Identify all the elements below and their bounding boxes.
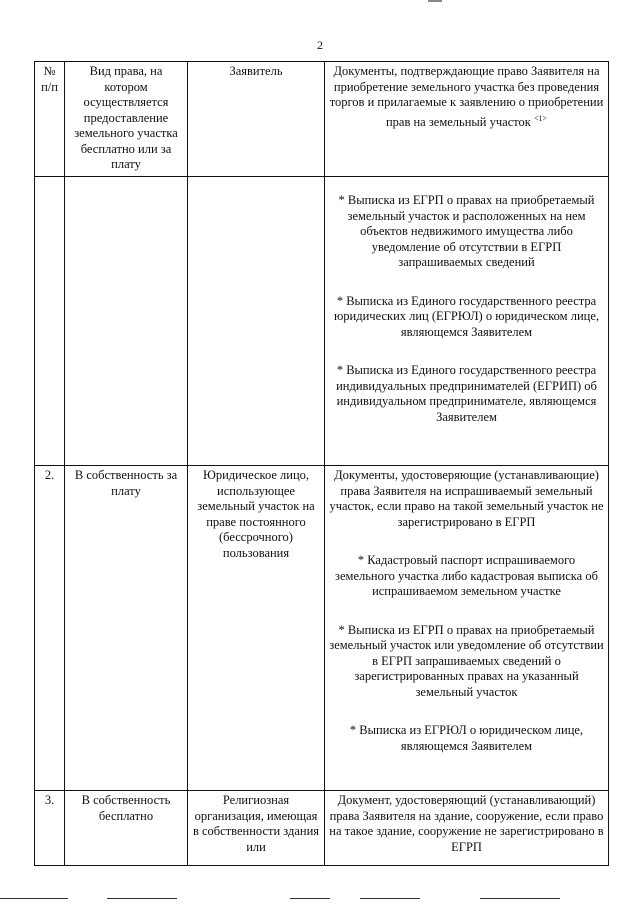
row-documents xyxy=(325,791,609,866)
documents-table xyxy=(34,61,609,866)
table-header-row xyxy=(35,62,609,177)
table-row xyxy=(35,466,609,791)
table-row xyxy=(35,791,609,866)
row-applicant: Религиозная организация, имеющая в собственности здания или xyxy=(188,791,325,866)
scan-edge-line xyxy=(480,898,560,899)
document-item: * Выписка из Единого государственного реестра индивидуальных предпринимателей (ЕГРИП) об индивидуальном предпринимателе, являющемся Заявителем xyxy=(336,363,597,424)
row-right-type: В собственность за плату xyxy=(65,466,188,791)
row-applicant: Юридическое лицо, использующее земельный участок на праве постоянного (бессрочного) пользования xyxy=(188,466,325,791)
header-applicant: Заявитель xyxy=(188,62,325,177)
scan-edge-line xyxy=(0,898,68,899)
document-item: * Кадастровый паспорт испрашиваемого земельного участка либо кадастровая выписка об испрашиваемом земельном участке xyxy=(335,553,598,598)
row-number: 3. xyxy=(35,791,65,866)
header-right-type: Вид права, на котором осуществляется предоставление земельного участка бесплатно или за плату xyxy=(65,62,188,177)
page-number: 2 xyxy=(317,38,323,52)
footnote-ref: <1> xyxy=(534,113,548,123)
header-documents-text: Документы, подтверждающие право Заявителя на приобретение земельного участка без проведения торгов и прилагаемые к заявлению о приобретении прав на земельный участок xyxy=(329,64,604,129)
scan-edge-line xyxy=(360,898,420,899)
scan-mark xyxy=(428,0,442,2)
row-number xyxy=(35,177,65,466)
table-row xyxy=(35,177,609,466)
document-item: * Выписка из ЕГРП о правах на приобретаемый земельный участок или уведомление об отсутствии в ЕГРП запрашиваемых сведений о зарегистрированных правах на указанный земельный участок xyxy=(329,622,604,699)
scan-edge-line xyxy=(290,898,330,899)
scan-edge-line xyxy=(107,898,177,899)
document-item: Документ, удостоверяющий (устанавливающий) права Заявителя на здание, сооружение, если право на такое здание, сооружение не зарегистрировано в ЕГРП xyxy=(329,793,604,854)
row-documents xyxy=(325,466,609,791)
header-documents xyxy=(325,62,609,177)
row-number: 2. xyxy=(35,466,65,791)
header-number: № п/п xyxy=(35,62,65,177)
document-item: Документы, удостоверяющие (устанавливающие) права Заявителя на испрашиваемый земельный участок, если право на такой земельный участок не зарегистрировано в ЕГРП xyxy=(329,468,604,529)
row-documents xyxy=(325,177,609,466)
document-item: * Выписка из ЕГРП о правах на приобретаемый земельный участок и расположенных на нем объектов недвижимого имущества либо уведомление об отсутствии в ЕГРП запрашиваемых сведений xyxy=(338,193,595,269)
row-applicant xyxy=(188,177,325,466)
row-right-type xyxy=(65,177,188,466)
document-item: * Выписка из ЕГРЮЛ о юридическом лице, являющемся Заявителем xyxy=(349,723,584,753)
document-item: * Выписка из Единого государственного реестра юридических лиц (ЕГРЮЛ) о юридическом лице, являющемся Заявителем xyxy=(333,293,600,339)
row-right-type: В собственность бесплатно xyxy=(65,791,188,866)
